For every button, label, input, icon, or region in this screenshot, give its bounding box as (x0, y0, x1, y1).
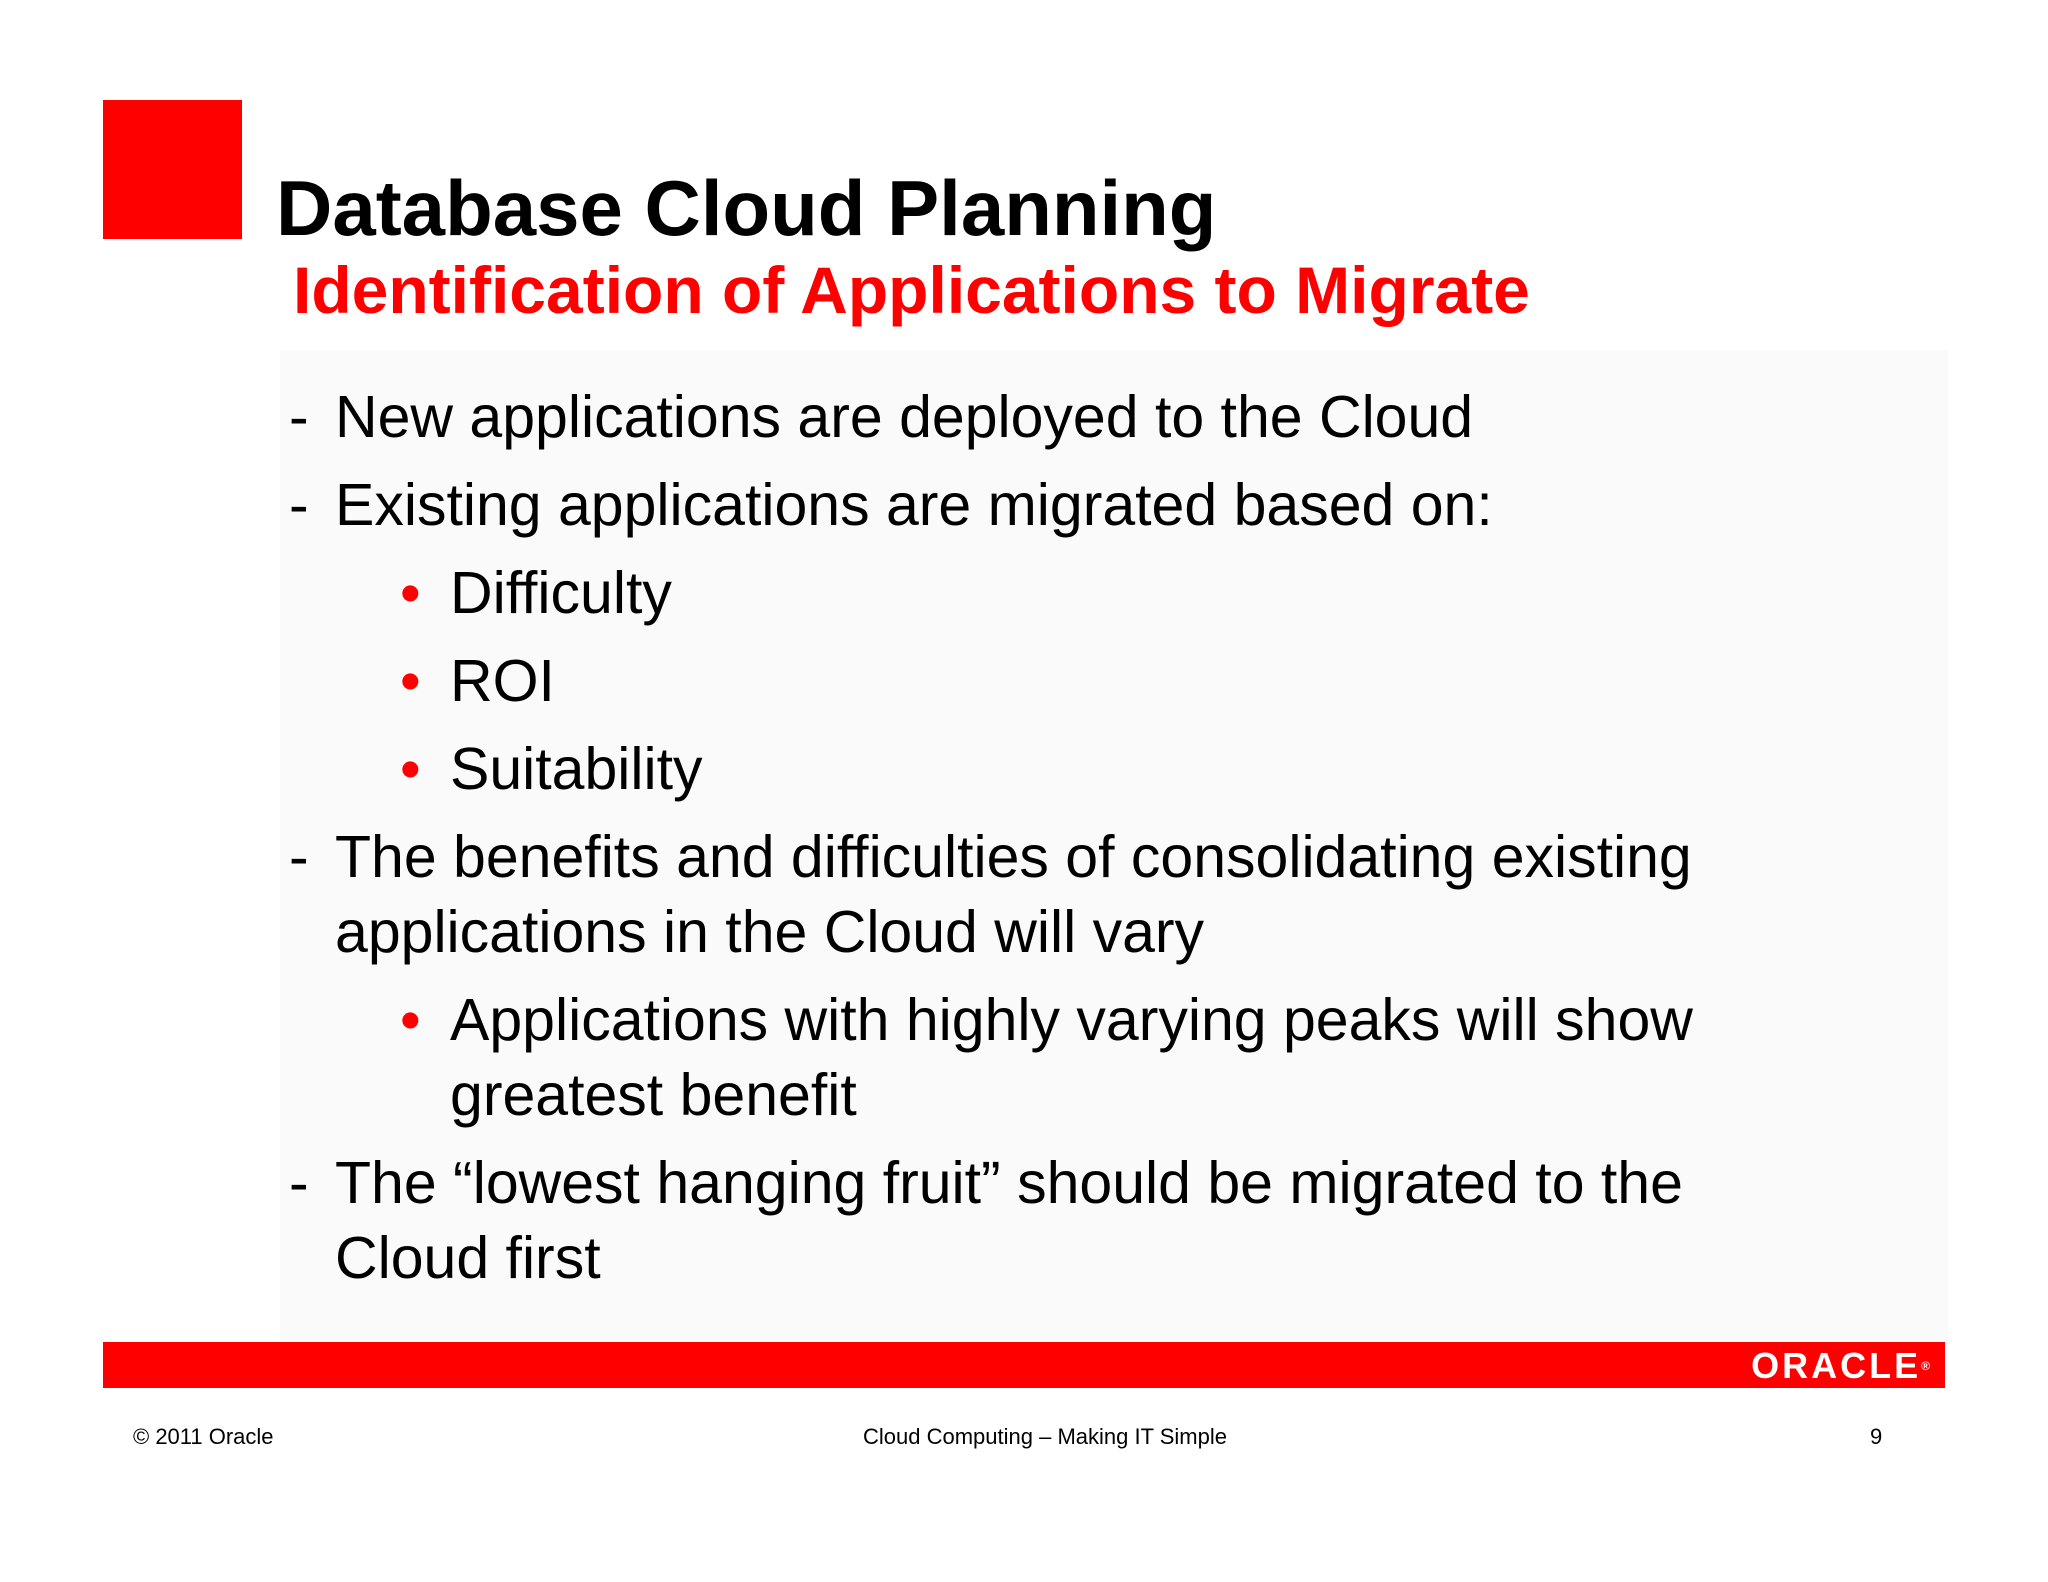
sub-bullet-item (285, 732, 1785, 807)
sub-bullet-text: Suitability (450, 736, 703, 802)
bullet-dot-icon: • (400, 560, 421, 626)
registered-mark: ® (1921, 1359, 1930, 1373)
bullet-dot-icon: • (400, 987, 421, 1053)
dash-marker: - (289, 472, 309, 538)
dash-marker: - (289, 384, 309, 450)
dash-marker: - (289, 824, 309, 890)
bullet-list (285, 380, 1785, 1309)
bullet-text: The “lowest hanging fruit” should be migrated to the Cloud first (335, 1150, 1683, 1291)
bullet-text: Existing applications are migrated based on: (335, 472, 1493, 538)
bullet-item (285, 468, 1785, 543)
footer-caption: Cloud Computing – Making IT Simple (863, 1424, 1227, 1449)
bullet-item (285, 380, 1785, 455)
page-number: 9 (1870, 1424, 1883, 1449)
sub-bullet-item (285, 644, 1785, 719)
sub-bullet-item (285, 556, 1785, 631)
oracle-logo (1751, 1346, 1930, 1386)
sub-bullet-text: ROI (450, 648, 555, 714)
logo-text: ORACLE (1751, 1345, 1922, 1386)
bullet-text: The benefits and difficulties of consolidating existing applications in the Cloud will vary (335, 824, 1692, 965)
title-accent-square (103, 100, 242, 239)
slide-subtitle: Identification of Applications to Migrate (293, 253, 1530, 327)
bullet-item (285, 820, 1785, 970)
footer-bar (103, 1342, 1945, 1388)
bullet-dot-icon: • (400, 736, 421, 802)
dash-marker: - (289, 1150, 309, 1216)
sub-bullet-text: Applications with highly varying peaks will show greatest benefit (450, 987, 1693, 1128)
sub-bullet-item (285, 983, 1785, 1133)
bullet-dot-icon: • (400, 648, 421, 714)
slide-title: Database Cloud Planning (276, 164, 1217, 252)
bullet-text: New applications are deployed to the Cloud (335, 384, 1474, 450)
copyright-text: © 2011 Oracle (133, 1424, 274, 1449)
bullet-item (285, 1146, 1785, 1296)
sub-bullet-text: Difficulty (450, 560, 672, 626)
